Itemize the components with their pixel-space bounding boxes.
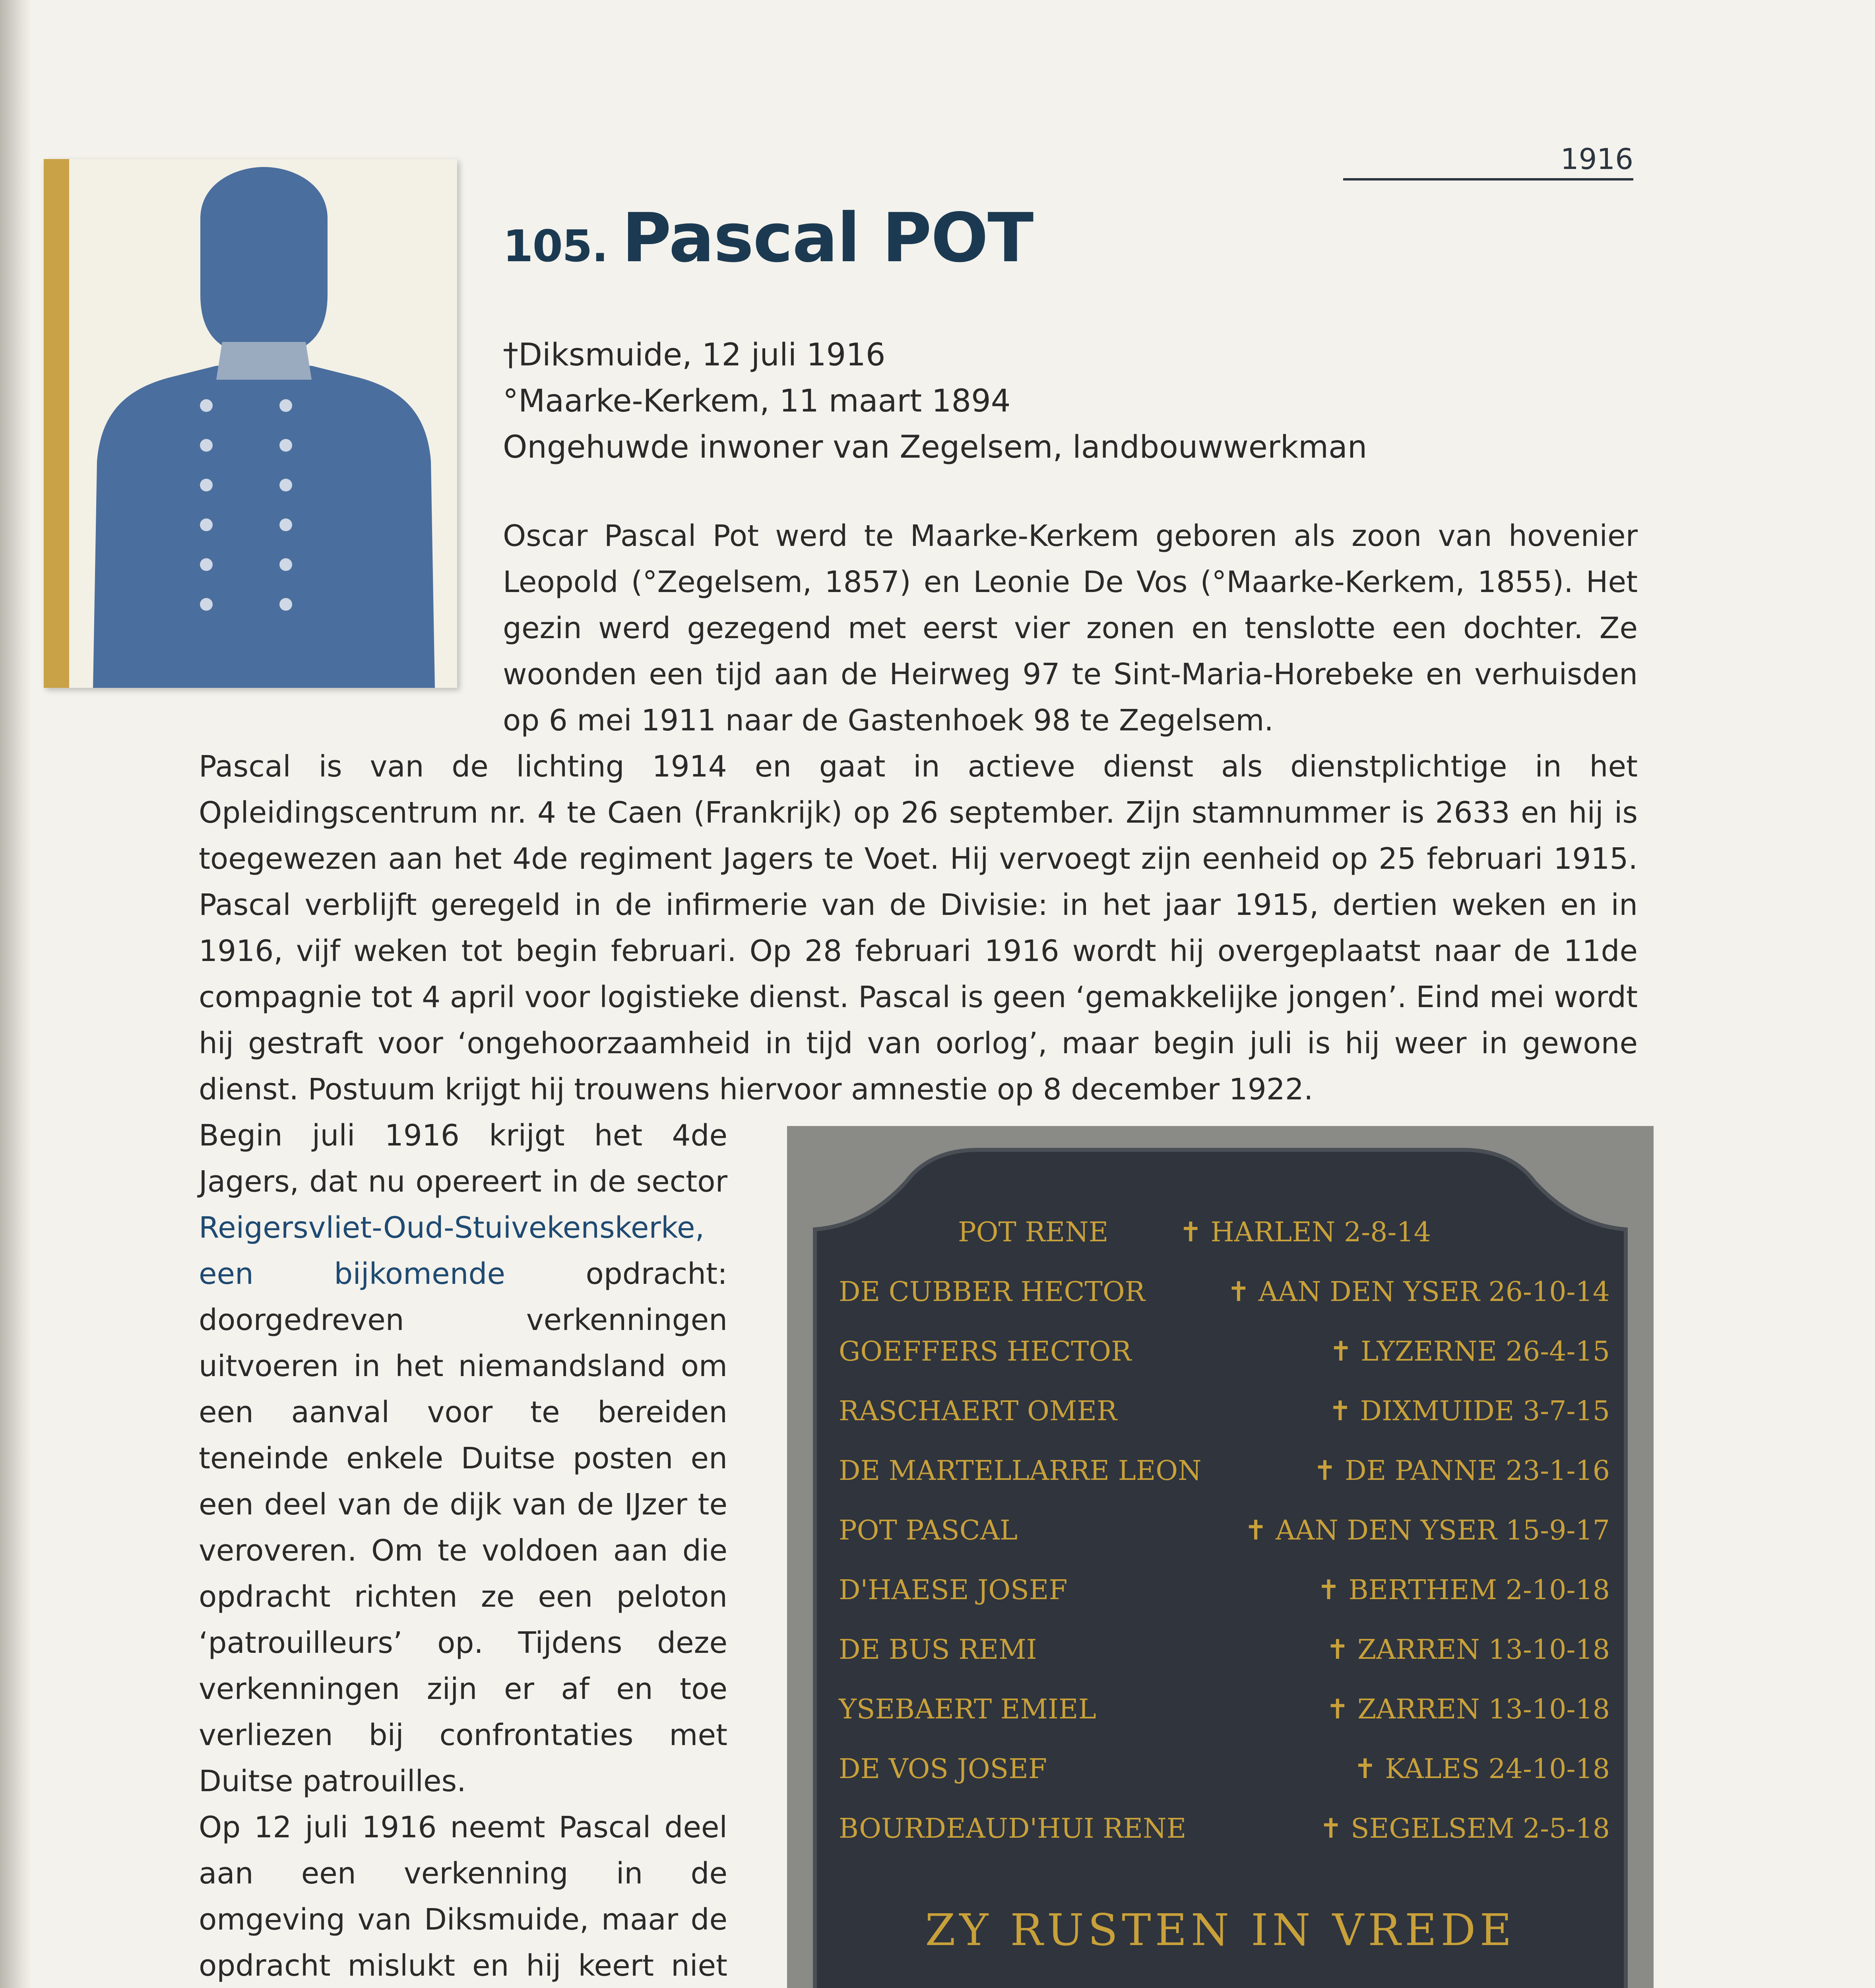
plaque-name-2: GOEFFERS HECTOR bbox=[839, 1336, 1132, 1367]
plaque-name-6: D'HAESE JOSEF bbox=[839, 1574, 1068, 1606]
book-spine-shadow bbox=[0, 0, 32, 1988]
plaque-place-3: ✝ DIXMUIDE 3-7-15 bbox=[1329, 1396, 1610, 1427]
soldier-name: Pascal POT bbox=[622, 199, 1033, 278]
plaque-name-1: DE CUBBER HECTOR bbox=[839, 1276, 1145, 1308]
paragraph-reconnaissance: Begin juli 1916 krijgt het 4de Jagers, dat nu opereert in de sector Reigersvliet-Oud-Stuivekenskerke, een bijkomende opdracht: doorgedreven verkenningen uitvoeren in het niemandsland om een aanval voor te bereiden teneinde enkele Duitse posten en een deel van de dijk van de IJzer te veroveren. Om te voldoen aan die opdracht richten ze een peloton ‘patrouilleurs’ op. Tijdens deze verkenningen zijn er af en toe verliezen bij confrontaties met Duitse patrouilles. bbox=[199, 1118, 727, 1798]
plaque-place-5: ✝ AAN DEN YSER 15-9-17 bbox=[1244, 1515, 1610, 1546]
plaque-place-4: ✝ DE PANNE 23-1-16 bbox=[1313, 1455, 1610, 1487]
plaque-name-8: YSEBAERT EMIEL bbox=[839, 1694, 1096, 1725]
sector-reference: Reigersvliet-Oud-Stuivekenskerke, een bijkomende bbox=[199, 1211, 705, 1291]
biographical-summary bbox=[503, 332, 1636, 470]
plaque-place-9: ✝ KALES 24-10-18 bbox=[1353, 1753, 1610, 1785]
birth-line: °Maarke-Kerkem, 11 maart 1894 bbox=[503, 383, 1011, 419]
portrait-accent-bar bbox=[44, 159, 69, 688]
plaque-name-9: DE VOS JOSEF bbox=[839, 1753, 1047, 1785]
memorial-plaque-image bbox=[787, 1126, 1654, 1988]
paragraph-military-service: Pascal is van de lichting 1914 en gaat in actieve dienst als dienstplichtige in het Opleidingscentrum nr. 4 te Caen (Frankrijk) op 26 september. Zijn stamnummer is 2633 en hij is toegewezen aan het 4de regiment Jagers te Voet. Hij vervoegt zijn eenheid op 25 februari 1915. Pascal verblijft geregeld in de infirmerie van de Divisie: in het jaar 1915, dertien weken en in 1916, vijf weken tot begin februari. Op 28 februari 1916 wordt hij overgeplaatst naar de 11de compagnie tot 4 april voor logistieke dienst. Pascal is geen ‘gemakkelijke jongen’. Eind mei wordt hij gestraft voor ‘ongehoorzaamheid in tijd van oorlog’, maar begin juli is hij weer in gewone dienst. Postuum krijgt hij trouwens hiervoor amnestie op 8 december 1922. bbox=[199, 749, 1638, 1107]
plaque-place-2: ✝ LYZERNE 26-4-15 bbox=[1329, 1336, 1610, 1367]
plaque-place-0: ✝ HARLEN 2-8-14 bbox=[1179, 1217, 1431, 1248]
running-header-year: 1916 bbox=[1343, 142, 1633, 181]
plaque-place-1: ✝ AAN DEN YSER 26-10-14 bbox=[1227, 1276, 1610, 1308]
plaque-name-3: RASCHAERT OMER bbox=[839, 1396, 1117, 1427]
plaque-place-7: ✝ ZARREN 13-10-18 bbox=[1326, 1634, 1610, 1666]
plaque-place-8: ✝ ZARREN 13-10-18 bbox=[1326, 1694, 1610, 1725]
paragraph-family: Oscar Pascal Pot werd te Maarke-Kerkem geboren als zoon van hovenier Leopold (°Zegelsem, 1857) en Leonie De Vos (°Maarke-Kerkem, 1855). Het gezin werd gezegend met eerst vier zonen en tenslotte een dochter. Ze woonden een tijd aan de Heirweg 97 te Sint-Maria-Horebeke en verhuisden op 6 mei 1911 naar de Gastenhoek 98 te Zegelsem. bbox=[503, 519, 1638, 738]
plaque-motto: ZY RUSTEN IN VREDE bbox=[925, 1905, 1516, 1955]
article-body bbox=[199, 513, 1638, 1988]
plaque-name-7: DE BUS REMI bbox=[839, 1634, 1037, 1666]
plaque-name-4: DE MARTELLARRE LEON bbox=[839, 1455, 1202, 1487]
plaque-name-5: POT PASCAL bbox=[839, 1515, 1018, 1546]
memorial-plaque-photo bbox=[787, 1126, 1654, 1988]
death-line: †Diksmuide, 12 juli 1916 bbox=[503, 337, 886, 373]
plaque-name-10: BOURDEAUD'HUI RENE bbox=[839, 1813, 1187, 1844]
status-line: Ongehuwde inwoner van Zegelsem, landbouwwerkman bbox=[503, 429, 1367, 465]
paragraph-disappearance: Op 12 juli 1916 neemt Pascal deel aan een verkenning in de omgeving van Diksmuide, maar de opdracht mislukt en hij keert niet bbox=[199, 1810, 727, 1983]
plaque-name-0: POT RENE bbox=[958, 1217, 1109, 1248]
plaque-place-10: ✝ SEGELSEM 2-5-18 bbox=[1319, 1813, 1610, 1844]
plaque-stone bbox=[815, 1150, 1626, 1988]
plaque-place-6: ✝ BERTHEM 2-10-18 bbox=[1317, 1574, 1610, 1606]
chapter-number: 105. bbox=[503, 221, 608, 272]
chapter-title bbox=[503, 199, 1033, 278]
memorial-plaque-figure bbox=[763, 1117, 1638, 1988]
